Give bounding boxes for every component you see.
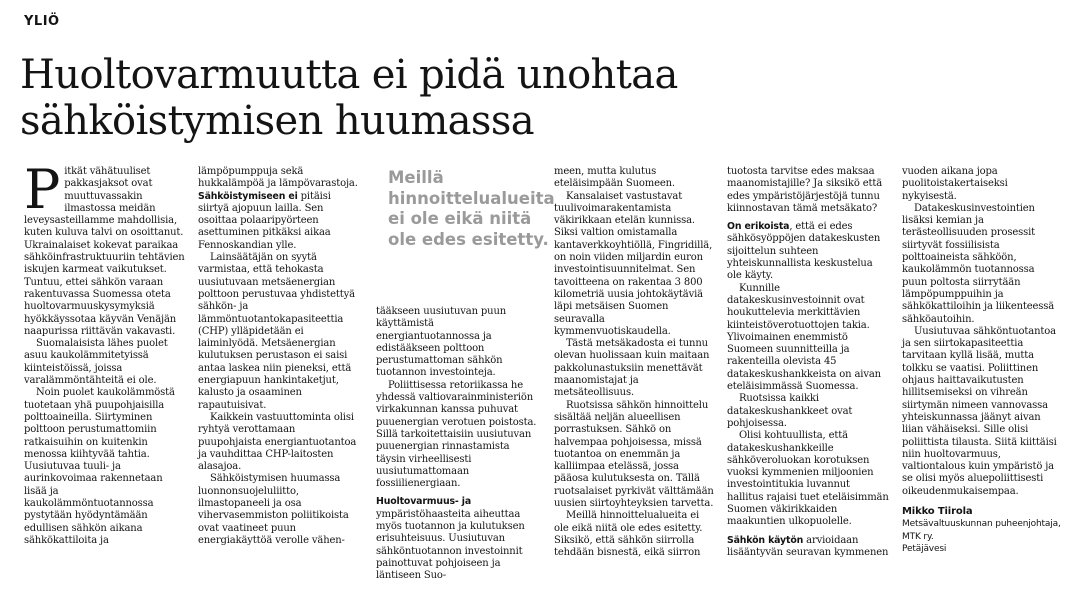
paragraph: lämpöpumppuja sekä hukkalämpöä ja lämpövarastoja. [198, 166, 358, 190]
paragraph: vuoden aikana jopa puolitoistakertaiseksi nykyisestä. [902, 166, 1008, 202]
author-location: Petäjävesi [902, 544, 947, 555]
paragraph: Sähkön käytön arvioidaan lisääntyvän seuravan kymmenen [727, 534, 889, 558]
paragraph: Tästä metsäkadosta ei tunnu olevan huolissaan kuin maitaan pakkolunastuksiin menettävät maanomistajat ja metsäteollisuus. [554, 338, 710, 399]
drop-cap: P [24, 158, 61, 221]
article-column-6 [902, 166, 1062, 556]
subhead-lead: On erikoista [727, 221, 790, 233]
subhead-lead: Sähköistymiseen ei [198, 190, 298, 202]
paragraph: Meillä hinnoittelualueita ei ole eikä niitä ole edes esitetty. Siksikö, että sähkön siirrolla tehdään bisnestä, eikä siirron [554, 510, 703, 559]
article-column-5 [727, 166, 889, 559]
article-column-2 [198, 166, 360, 547]
paragraph: Sähköistymisen huumassa luonnonsuojeluliitto, ilmastopaneeli ja osa vihervasemmiston poliitikoista ovat vaatineet puun energiakäyttöä verolle vähen- [198, 473, 349, 546]
paragraph: Ruotsissa kaikki datakeskushankkeet ovat pohjoisessa. [727, 393, 853, 429]
paragraph: Lainsäätäjän on syytä varmistaa, että tehokasta uusiutuvaan metsäenergian polttoon perustuvaa yhdistettyä sähkön- ja lämmöntuotantokapasiteettia (CHP) ylläpidetään ei laiminlyödä. Metsäenergian kulutuksen perustason ei saisi antaa laskea niin pieneksi, että energiapuun hankintaketjut, kalusto ja osaaminen rapautuisivat. [198, 252, 355, 411]
author-name: Mikko Tiirola [902, 506, 973, 518]
paragraph: Kunnille datakeskusinvestoinnit ovat houkuttelevia merkittävien kiinteistöverotuottojen takia. Ylivoimainen enemmistö Suomeen suunnitteilla ja rakenteilla olevista 45 datakeskushankkeista on aivan eteläisimmässä Suomessa. [727, 282, 881, 393]
author-organization: MTK ry. [902, 531, 934, 542]
headline-line-2: sähköistymisen huumassa [20, 98, 535, 144]
author-title: Metsävaltuuskunnan puheenjohtaja, [902, 519, 1061, 530]
paragraph: Uusiutuvaa sähköntuotantoa ja sen siirtokapasiteettia tarvitaan kyllä lisää, mutta tolkku se vaatisi. Poliittinen ohjaus haittavaikutusten hillitsemiseksi on vihreän siirtymän nimeen vannovassa yhteiskunnassa jäänyt aivan liian vähäiseksi. Sille olisi poliittista tilausta. Siitä kiittäisi niin huoltovarmuus, valtiontalous kuin ympäristö ja se olisi myös aluepoliittisesti oikeudenmukaisempaa. [902, 325, 1057, 497]
paragraph: On erikoista, että ei edes sähkösyöppöjen datakeskusten sijoittelun suhteen yhteiskunnallista keskustelua ole käyty. [727, 221, 881, 282]
paragraph: Ruotsissa sähkön hinnoittelu sisältää neljän alueellisen porrastuksen. Sähkö on halvempaa pohjoisessa, missä tuotantoa on enemmän ja kalliimpaa etelässä, jossa pääosa kulutuksesta on. Tällä ruotsalaiset pyrkivät välttämään uusien siirtoyhteyksien tarvetta. [554, 399, 714, 510]
paragraph: Olisi kohtuullista, että datakeskushankkeille sähköveroluokan korotuksen vuoksi kymmenien miljoonien investointitukia luvannut hallitus rajaisi tuet eteläisimmän Suomen väkirikkaiden maakuntien ulkopuolelle. [727, 430, 889, 528]
paragraph: itkät vähätuuliset pakkasjaksot ovat muuttuvassakin ilmastossa meidän leveysasteillamme mahdollisia, kuten kuluva talvi on osoittanut. Ukrainalaiset kokevat paraikaa sähköinfrastruktuuriin tehtävien iskujen karmeat vaikutukset. Tuntuu, ettei sähkön varaan rakentuvassa Suomessa oteta huoltovarmuuskysymyksiä hyökkäyssotaa käyvän Venäjän naapurissa riittävän vakavasti. [24, 166, 185, 337]
paragraph: Datakeskusinvestointien lisäksi kemian ja terästeollisuuden prosessit siirtyvät fossiilisista polttoaineista sähköön, kaukolämmön tuotannossa puun poltosta siirrytään lämpöpumppuihin ja sähkökattiloihin ja liikenteessä sähköautoihin. [902, 202, 1055, 325]
paragraph: Noin puolet kaukolämmöstä tuotetaan yhä puupohjaisilla polttoaineilla. Siirtyminen polttoon perustumattomiin ratkaisuihin on kuitenkin menossa kiihtyvää tahtia. Uusiutuvaa tuuli- ja aurinkovoimaa rakennetaan lisää ja kaukolämmöntuotannossa pystytään hyödyntämään edullisen sähkön aikana sähkökattiloita ja [24, 387, 175, 546]
section-label: YLIÖ [24, 14, 60, 29]
paragraph: meen, mutta kulutus eteläisimpään Suomeen. [554, 166, 675, 190]
paragraph: Sähköistymiseen ei pitäisi siirtyä ajopuun lailla. Sen osoittaa polaaripyörteen asettuminen pitkäksi aikaa Fennoskandian ylle. [198, 190, 331, 251]
paragraph: Kansalaiset vastustavat tuulivoimarakentamista väkirikkaan etelän kunnissa. Siksi valtion omistamalla kantaverkkoyhtiöllä, Fingridillä, on noin viiden miljardin euron investointisuunnitelmat. Sen tavoitteena on rakentaa 3 800 kilometriä uusia johtokäytäviä läpi metsäisen Suomen seuravalla kymmenvuotiskaudella. [554, 190, 713, 337]
paragraph: Suomalaisista lähes puolet asuu kaukolämmitetyissä kiinteistöissä, joissa varalämmöntähteitä ei ole. [24, 338, 168, 387]
article-column-1 [24, 158, 186, 547]
headline-line-1: Huoltovarmuutta ei pidä unohtaa [20, 52, 678, 98]
subhead-lead: Huoltovarmuus- ja [376, 496, 471, 508]
paragraph: tuotosta tarvitse edes maksaa maanomistajille? Ja siksikö että edes ympäristöjärjestöjä tunnu kiinnostavan tämä metsäkato? [727, 166, 883, 214]
paragraph: Huoltovarmuus- ja ympäristöhaasteita aiheuttaa myös tuotannon ja kulutuksen erisuhteisuus. Uusiutuvan sähköntuotannon investoinnit painottuvat pohjoiseen ja läntiseen Suo- [376, 496, 525, 582]
subhead-lead: Sähkön käytön [727, 534, 804, 546]
paragraph: Poliittisessa retoriikassa he yhdessä valtiovarainministeriön virkakunnan kanssa puhuvat puuenergian verotuen poistosta. Sillä tarkoitettaisiin uusiutuvan puuenergian rinnastamista täysin virheellisesti uusiutumattomaan fossiilienergiaan. [376, 379, 537, 490]
headline [20, 52, 1060, 144]
paragraph: Kaikkein vastuuttominta olisi ryhtyä verottamaan puupohjaista energiantuotantoa ja vauhdittaa CHP-laitosten alasajoa. [198, 411, 357, 473]
article-column-3 [376, 306, 538, 583]
paragraph: tääkseen uusiutuvan puun käyttämistä energiantuotannossa ja edistääkseen polttoon perustumattoman sähkön tuotannon investointeja. [376, 306, 507, 379]
article-column-4 [554, 166, 716, 560]
pull-quote: Meillä hinnoittelualueita ei ole eikä niitä ole edes esitetty. [388, 168, 555, 249]
